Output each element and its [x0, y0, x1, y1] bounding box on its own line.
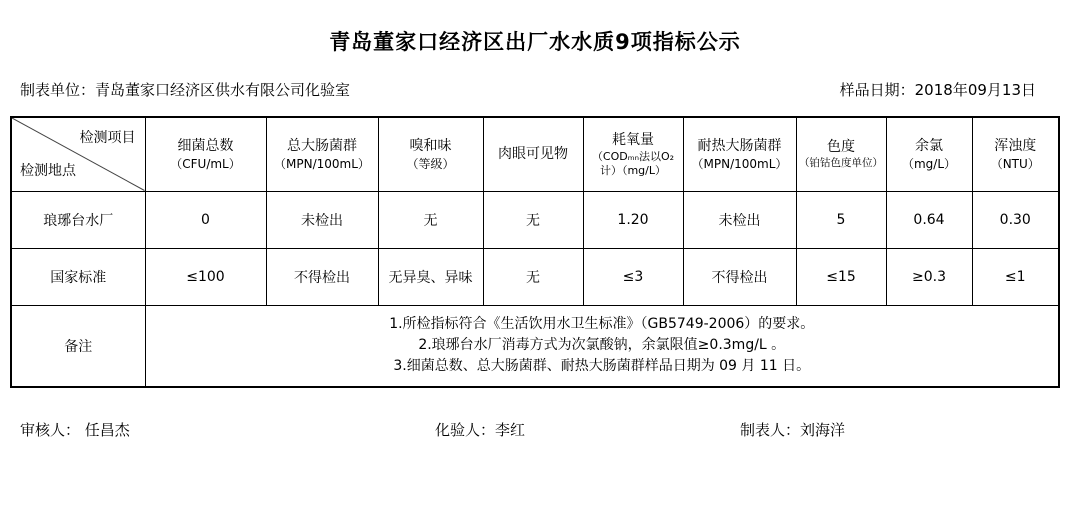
meta-row [20, 82, 1036, 99]
col-header-chromaticity: 色度 （铂钴色度单位） [796, 117, 886, 191]
cell-value: 5 [796, 191, 886, 248]
cell-value: ≥0.3 [886, 248, 972, 305]
row-label: 琅琊台水厂 [11, 191, 145, 248]
cell-value: 无 [483, 248, 583, 305]
col-header-turbidity: 浑浊度 （NTU） [972, 117, 1059, 191]
cell-value: 无 [483, 191, 583, 248]
col-header-visible-matter: 肉眼可见物 [483, 117, 583, 191]
col-header-total-coliform: 总大肠菌群 （MPN/100mL） [266, 117, 378, 191]
sample-date-label: 样品日期：2018年09月13日 [839, 81, 1036, 99]
cell-value: 不得检出 [683, 248, 796, 305]
water-quality-table [10, 116, 1060, 388]
preparer-signature: 制表人：刘海洋 [740, 421, 846, 439]
cell-value: 1.20 [583, 191, 683, 248]
signature-footer [0, 419, 1070, 439]
remark-line-1: 1.所检指标符合《生活饮用水卫生标准》（GB5749-2006）的要求。 [389, 316, 815, 333]
cell-value: ≤15 [796, 248, 886, 305]
cell-value: 无异臭、异味 [378, 248, 483, 305]
col-header-odor-taste: 嗅和味 （等级） [378, 117, 483, 191]
cell-value: ≤3 [583, 248, 683, 305]
corner-label-sites: 检测地点 [20, 162, 76, 179]
remarks-content [145, 305, 1059, 387]
cell-value: ≤100 [145, 248, 266, 305]
cell-value: 无 [378, 191, 483, 248]
cell-value: 0.30 [972, 191, 1059, 248]
row-label: 国家标准 [11, 248, 145, 305]
col-header-residual-chlorine: 余氯 （mg/L） [886, 117, 972, 191]
table-header-row [11, 117, 1059, 191]
remark-line-2: 2.琅琊台水厂消毒方式为次氯酸钠，余氯限值≥0.3mg/L 。 [418, 337, 786, 354]
cell-value: 0.64 [886, 191, 972, 248]
corner-header-cell [11, 117, 145, 191]
remarks-label: 备注 [11, 305, 145, 387]
page-title: 青岛董家口经济区出厂水水质9项指标公示 [329, 30, 741, 54]
prepared-by-label: 制表单位：青岛董家口经济区供水有限公司化验室 [20, 81, 351, 99]
cell-value: 未检出 [683, 191, 796, 248]
cell-value: ≤1 [972, 248, 1059, 305]
tester-signature: 化验人：李红 [435, 421, 526, 439]
col-header-oxygen-consumption: 耗氧量 （CODₘₙ法以O₂计）（mg/L） [583, 117, 683, 191]
cell-value: 0 [145, 191, 266, 248]
cell-value: 不得检出 [266, 248, 378, 305]
col-header-thermotolerant-coliform: 耐热大肠菌群 （MPN/100mL） [683, 117, 796, 191]
table-row-langyatai-plant [11, 191, 1059, 248]
remark-line-3: 3.细菌总数、总大肠菌群、耐热大肠菌群样品日期为 09 月 11 日。 [393, 358, 811, 375]
table-row-remarks [11, 305, 1059, 387]
col-header-bacteria-count: 细菌总数 （CFU/mL） [145, 117, 266, 191]
reviewer-signature: 审核人： 任昌杰 [20, 421, 130, 439]
table-row-national-standard [11, 248, 1059, 305]
cell-value: 未检出 [266, 191, 378, 248]
corner-label-items: 检测项目 [79, 130, 136, 146]
